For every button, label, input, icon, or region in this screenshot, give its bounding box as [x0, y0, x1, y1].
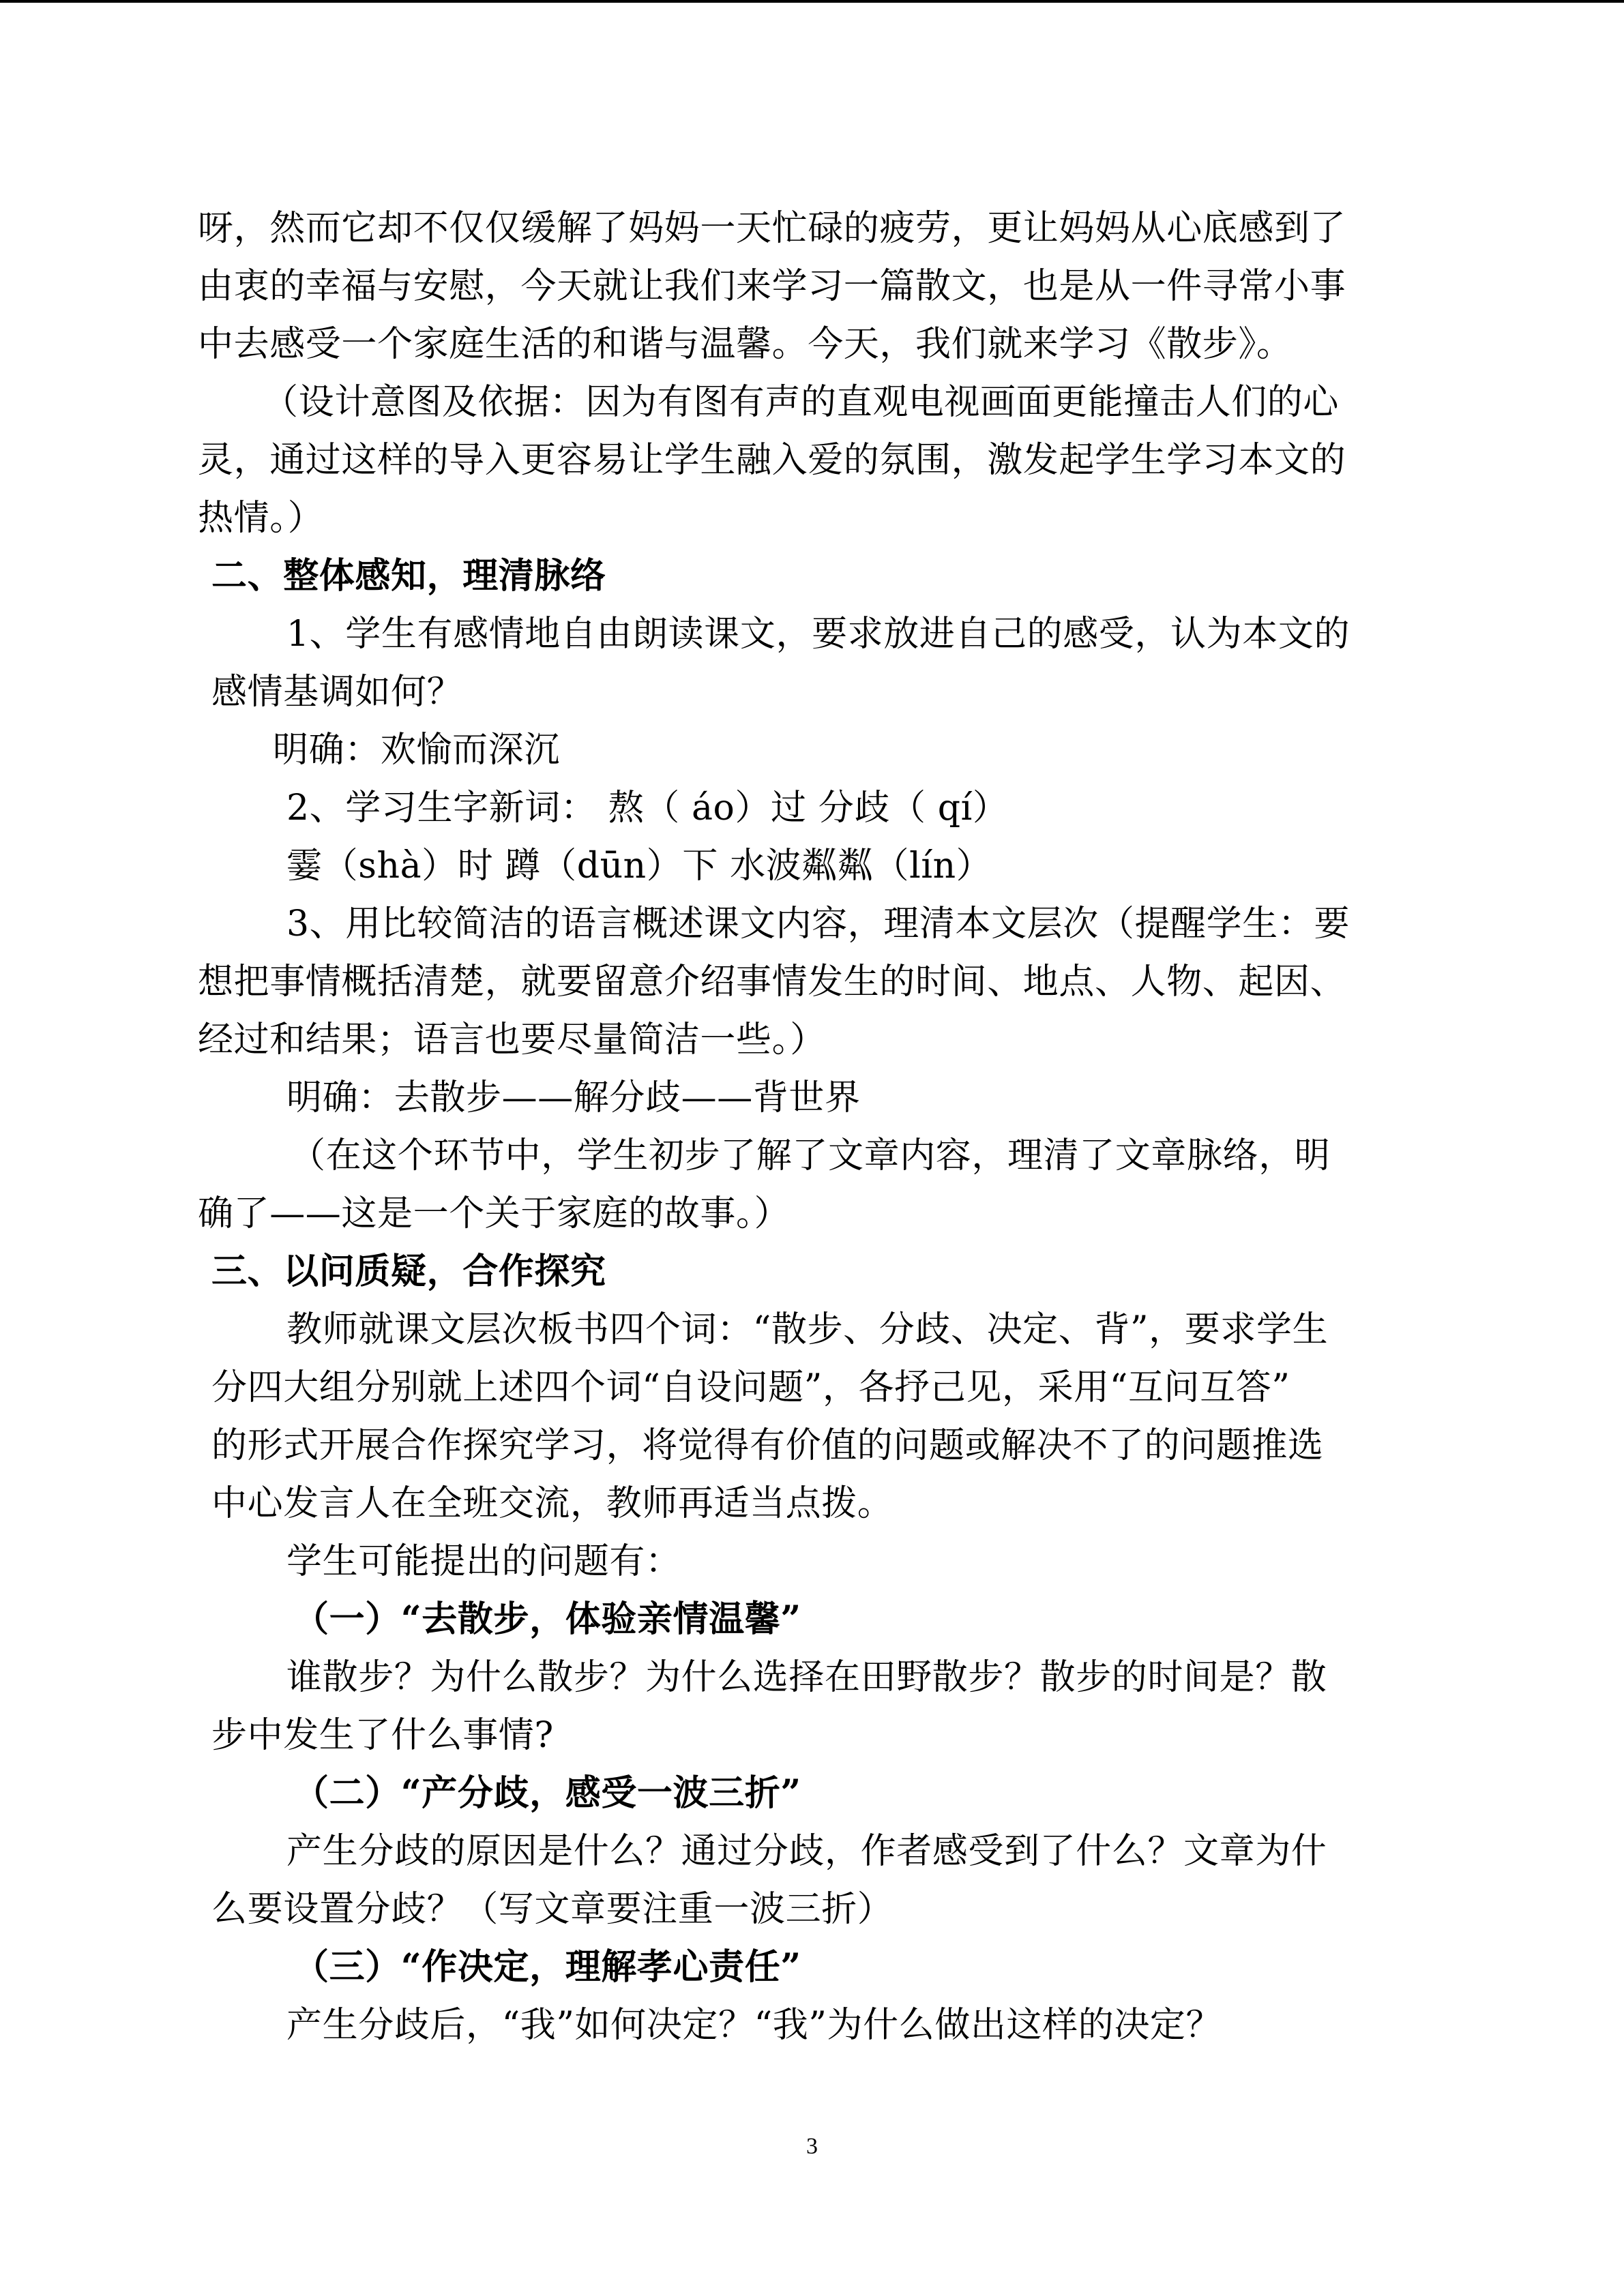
body-text-line: （在这个环节中，学生初步了解了文章内容，理清了文章脉络，明	[290, 1135, 1331, 1176]
body-text-line: 明确：去散步——解分歧——背世界	[286, 1077, 861, 1118]
body-text-line: 步中发生了什么事情?	[211, 1715, 554, 1756]
body-text-line: 谁散步？为什么散步？为什么选择在田野散步？散步的时间是？散	[286, 1657, 1327, 1698]
body-text-line: 2、学习生字新词： 熬（ áo）过 分歧（ qí）	[286, 788, 1009, 829]
subsection-heading: （二）“产分歧，感受一波三折”	[293, 1772, 801, 1814]
body-text-line: 学生可能提出的问题有：	[286, 1541, 681, 1582]
page-number: 3	[806, 2134, 818, 2159]
body-text-line: （设计意图及依据：因为有图有声的直观电视画面更能撞击人们的心	[263, 382, 1340, 423]
body-text-line: 霎（shà）时 蹲（dūn）下 水波粼粼（lín）	[286, 846, 992, 886]
body-text-line: 热情。）	[198, 498, 324, 539]
body-text-line: 的形式开展合作探究学习，将觉得有价值的问题或解决不了的问题推选	[211, 1425, 1324, 1466]
body-text-line: 明确：欢愉而深沉	[273, 730, 560, 771]
body-text-line: 灵，通过这样的导入更容易让学生融入爱的氛围，激发起学生学习本文的	[198, 440, 1346, 481]
body-text-line: 确了——这是一个关于家庭的故事。）	[198, 1193, 791, 1234]
subsection-heading: （一）“去散步，体验亲情温馨”	[293, 1598, 801, 1640]
section-heading: 三、以问质疑，合作探究	[211, 1251, 606, 1292]
body-text-line: 想把事情概括清楚，就要留意介绍事情发生的时间、地点、人物、起因、	[198, 961, 1346, 1002]
page-top-border	[0, 0, 1624, 3]
body-text-line: 由衷的幸福与安慰，今天就让我们来学习一篇散文，也是从一件寻常小事	[198, 266, 1346, 307]
body-text-line: 3、用比较简洁的语言概述课文内容，理清本文层次（提醒学生：要	[286, 904, 1350, 944]
body-text-line: 产生分歧的原因是什么？通过分歧，作者感受到了什么？文章为什	[286, 1831, 1327, 1872]
subsection-heading: （三）“作决定，理解孝心责任”	[293, 1946, 801, 1988]
body-text-line: 呀，然而它却不仅仅缓解了妈妈一天忙碌的疲劳，更让妈妈从心底感到了	[198, 208, 1346, 249]
body-text-line: 1、学生有感情地自由朗读课文，要求放进自己的感受，认为本文的	[286, 614, 1350, 655]
body-text-line: 产生分歧后，“我”如何决定？“我”为什么做出这样的决定？	[286, 2005, 1222, 2046]
body-text-line: 中去感受一个家庭生活的和谐与温馨。今天，我们就来学习《散步》。	[198, 324, 1293, 365]
section-heading: 二、整体感知，理清脉络	[211, 555, 606, 597]
body-text-line: 经过和结果；语言也要尽量简洁一些。）	[198, 1019, 826, 1060]
body-text-line: 教师就课文层次板书四个词：“散步、分歧、决定、背”，要求学生	[286, 1309, 1329, 1350]
body-text-line: 分四大组分别就上述四个词“自设问题”，各抒己见，采用“互问互答”	[211, 1367, 1290, 1408]
body-text-line: 中心发言人在全班交流，教师再适当点拨。	[211, 1483, 894, 1524]
body-text-line: 么要设置分歧？（写文章要注重一波三折）	[211, 1889, 894, 1930]
body-text-line: 感情基调如何？	[211, 672, 463, 713]
